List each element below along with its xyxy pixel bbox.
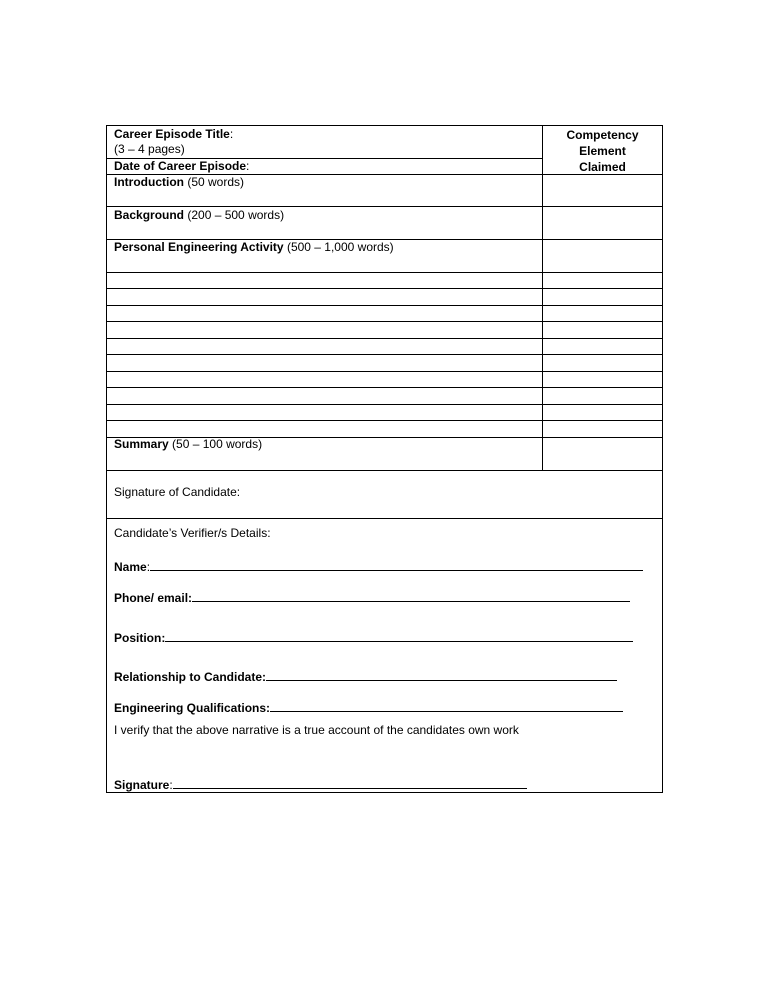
summary-hint: (50 – 100 words) xyxy=(168,437,263,451)
qualifications-label: Engineering Qualifications: xyxy=(114,701,271,715)
blank-row-line xyxy=(107,387,662,388)
title-label: Career Episode Title xyxy=(114,127,230,141)
verification-statement: I verify that the above narrative is a true account of the candidates own work xyxy=(114,723,519,737)
blank-row-line xyxy=(107,404,662,405)
name-blank[interactable] xyxy=(150,558,643,571)
row-line xyxy=(107,206,662,207)
column-divider xyxy=(542,126,543,470)
row-line xyxy=(107,272,662,273)
background-label: Background xyxy=(114,208,185,222)
verifier-phone-field[interactable] xyxy=(114,589,630,606)
row-line xyxy=(107,470,662,471)
name-label: Name xyxy=(114,560,147,574)
date-field[interactable]: Date of Career Episode: xyxy=(114,159,250,173)
relationship-blank[interactable] xyxy=(266,668,617,681)
position-label: Position: xyxy=(114,631,166,645)
verifier-signature-field[interactable]: Signature: xyxy=(114,776,527,793)
career-episode-form xyxy=(106,125,663,793)
summary-label: Summary xyxy=(114,437,169,451)
signature-blank[interactable] xyxy=(173,776,527,789)
row-line xyxy=(107,518,662,519)
blank-row-line xyxy=(107,354,662,355)
verifier-heading: Candidate’s Verifier/s Details: xyxy=(114,526,271,540)
phone-label: Phone/ email: xyxy=(114,591,193,605)
blank-row-line xyxy=(107,338,662,339)
verifier-position-field[interactable] xyxy=(114,629,633,646)
verifier-relationship-field[interactable] xyxy=(114,668,617,685)
activity-row[interactable] xyxy=(114,240,394,255)
title-field[interactable]: Career Episode Title: xyxy=(114,127,234,141)
activity-label: Personal Engineering Activity xyxy=(114,240,284,254)
blank-row-line xyxy=(107,371,662,372)
blank-row-line xyxy=(107,420,662,421)
verifier-name-field[interactable]: Name: xyxy=(114,558,643,575)
candidate-signature[interactable]: Signature of Candidate: xyxy=(114,485,241,499)
phone-blank[interactable] xyxy=(192,589,630,602)
background-hint: (200 – 500 words) xyxy=(184,208,285,222)
pages-note: (3 – 4 pages) xyxy=(114,142,185,156)
summary-row[interactable] xyxy=(114,437,262,452)
relationship-label: Relationship to Candidate: xyxy=(114,670,267,684)
verifier-qualifications-field[interactable] xyxy=(114,699,623,716)
competency-header: Competency Element Claimed xyxy=(566,128,639,174)
blank-row-line xyxy=(107,305,662,306)
introduction-label: Introduction xyxy=(114,175,184,189)
activity-hint: (500 – 1,000 words) xyxy=(283,240,394,254)
position-blank[interactable] xyxy=(165,629,633,642)
blank-row-line xyxy=(107,321,662,322)
introduction-hint: (50 words) xyxy=(183,175,245,189)
introduction-row[interactable] xyxy=(114,175,244,190)
blank-row-line xyxy=(107,288,662,289)
qualifications-blank[interactable] xyxy=(270,699,623,712)
signature-label: Signature xyxy=(114,778,170,792)
background-row[interactable] xyxy=(114,208,284,223)
date-label: Date of Career Episode xyxy=(114,159,247,173)
